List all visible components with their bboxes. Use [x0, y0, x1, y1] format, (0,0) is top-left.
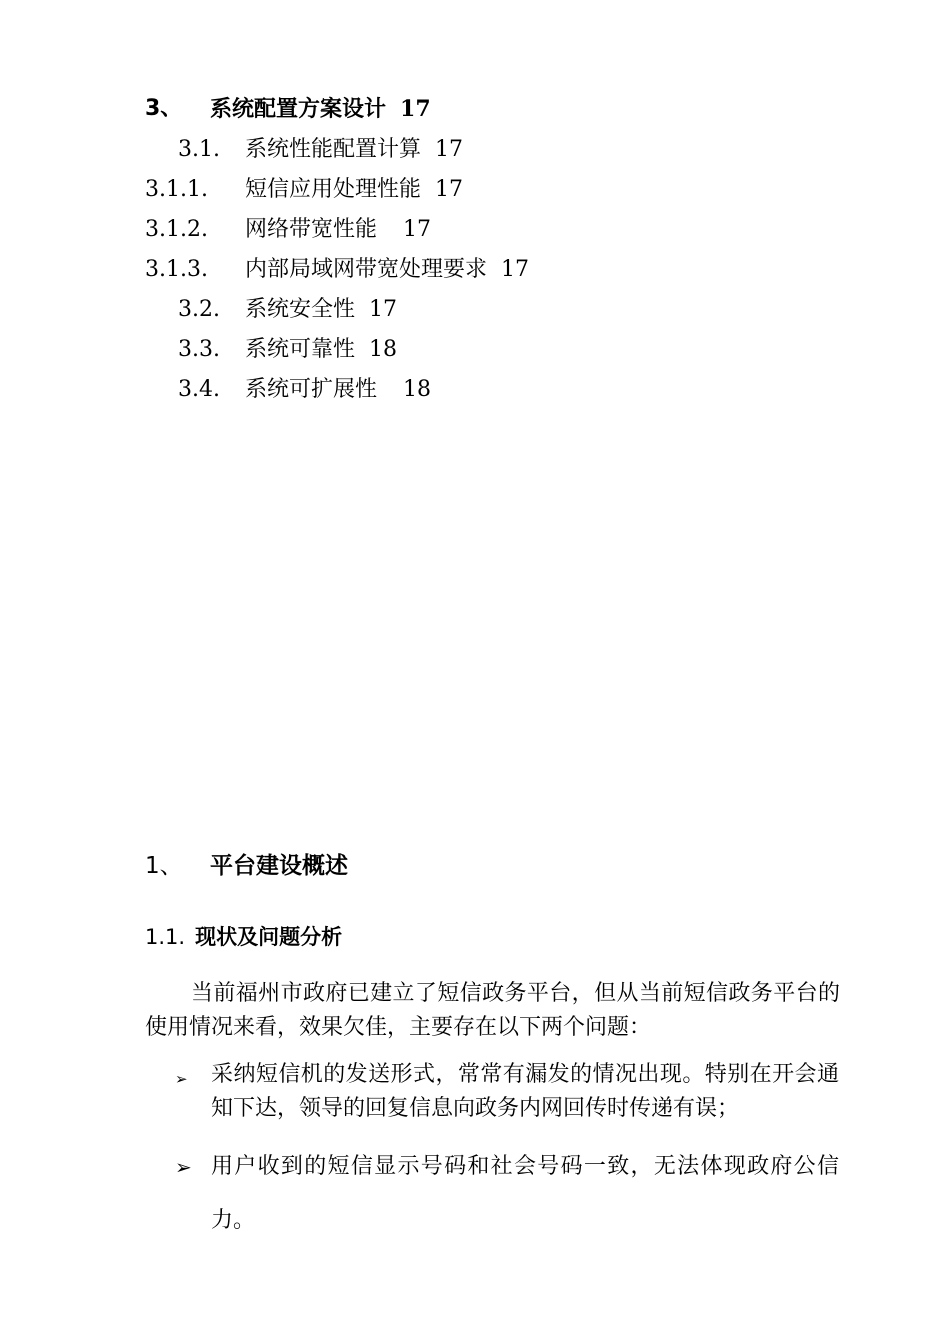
toc-entry-title: 系统性能配置计算 17 [245, 137, 464, 162]
section-number: 1、 [145, 853, 183, 879]
toc-entry-title: 系统可扩展性 18 [245, 377, 432, 402]
list-item-text: 用户收到的短信显示号码和社会号码一致，无法体现政府公信力。 [211, 1154, 839, 1233]
toc-entry-page: 17 [400, 96, 431, 122]
toc-entry-page: 17 [369, 297, 398, 322]
toc-entry-title: 系统安全性 17 [245, 297, 398, 322]
arrow-bullet-icon: ➢ [175, 1155, 192, 1179]
subsection-title: 现状及问题分析 [195, 925, 343, 949]
subsection-number: 1.1. [145, 925, 186, 949]
toc-entry-title: 短信应用处理性能 17 [245, 177, 464, 202]
toc-entry-number: 3.1.2. [145, 217, 208, 242]
list-item-text: 采纳短信机的发送形式，常常有漏发的情况出现。特别在开会通知下达，领导的回复信息向政务内网回传时传递有误； [211, 1062, 839, 1121]
toc-entry-page: 17 [435, 137, 464, 162]
toc-entry-title: 内部局域网带宽处理要求 17 [245, 257, 530, 282]
toc-entry-title: 网络带宽性能 17 [245, 217, 432, 242]
arrow-bullet-icon: ➢ [175, 1070, 188, 1088]
toc-entry-number: 3.1.1. [145, 177, 208, 202]
toc-entry-page: 17 [501, 257, 530, 282]
toc-entry-page: 18 [403, 377, 432, 402]
body-paragraph: 当前福州市政府已建立了短信政务平台，但从当前短信政务平台的使用情况来看，效果欠佳，主要存在以下两个问题： [145, 981, 840, 1040]
section-title: 平台建设概述 [210, 853, 348, 879]
toc-entry-number: 3、 [145, 96, 183, 121]
toc-entry-page: 17 [403, 217, 432, 242]
toc-entry-number: 3.1. [178, 137, 220, 162]
toc-entry-number: 3.4. [178, 377, 220, 402]
toc-entry-number: 3.1.3. [145, 257, 208, 282]
toc-entry-title: 系统配置方案设计 17 [210, 96, 431, 122]
toc-entry-number: 3.2. [178, 297, 220, 322]
subsection-heading [145, 922, 342, 952]
toc-entry-page: 18 [369, 337, 398, 362]
toc-entry-title: 系统可靠性 18 [245, 337, 398, 362]
toc-entry-number: 3.3. [178, 337, 220, 362]
toc-entry-page: 17 [435, 177, 464, 202]
